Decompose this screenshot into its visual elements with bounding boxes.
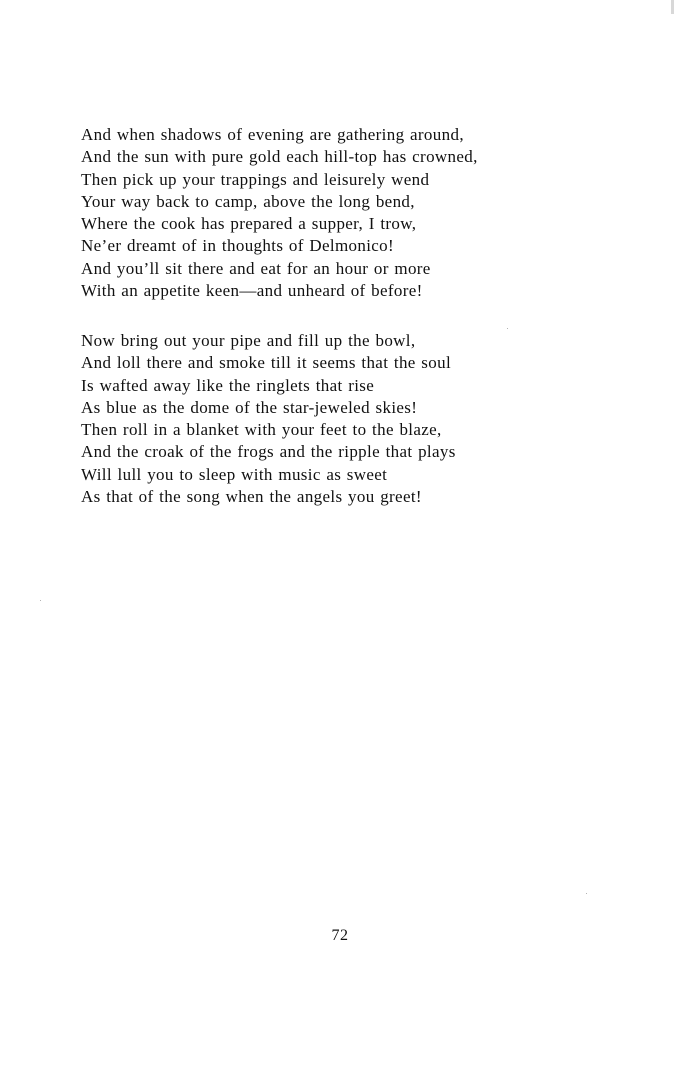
poem-line: Will lull you to sleep with music as sweet xyxy=(81,464,388,484)
poem-line: As blue as the dome of the star-jeweled skies! xyxy=(81,397,418,417)
poem-line: As that of the song when the angels you greet! xyxy=(81,487,422,507)
print-speck xyxy=(40,600,41,601)
poem-line: And the croak of the frogs and the ripple that plays xyxy=(81,442,456,462)
poem-stanza-1 xyxy=(81,124,561,302)
poem-line: Then roll in a blanket with your feet to the blaze, xyxy=(81,420,442,440)
poem-line: And you’ll sit there and eat for an hour or more xyxy=(81,258,431,278)
print-speck xyxy=(507,328,508,329)
poem-line: Now bring out your pipe and fill up the bowl, xyxy=(81,331,416,350)
page-number: 72 xyxy=(331,927,349,944)
poem-line: Is wafted away like the ringlets that rise xyxy=(81,375,375,395)
page-edge-mark xyxy=(671,0,674,14)
poem-line: Where the cook has prepared a supper, I trow, xyxy=(81,214,417,234)
poem-stanza-2 xyxy=(81,330,561,508)
poem-line: Your way back to camp, above the long bend, xyxy=(81,191,415,211)
poem-line: And the sun with pure gold each hill-top has crowned, xyxy=(81,147,478,167)
poem-line: With an appetite keen—and unheard of before! xyxy=(81,281,423,301)
print-speck xyxy=(586,893,587,894)
poem-line: Then pick up your trappings and leisurely wend xyxy=(81,169,430,189)
poem-line: And when shadows of evening are gathering around, xyxy=(81,125,464,144)
poem-line: Ne’er dreamt of in thoughts of Delmonico! xyxy=(81,236,395,256)
poem-line: And loll there and smoke till it seems that the soul xyxy=(81,353,452,373)
